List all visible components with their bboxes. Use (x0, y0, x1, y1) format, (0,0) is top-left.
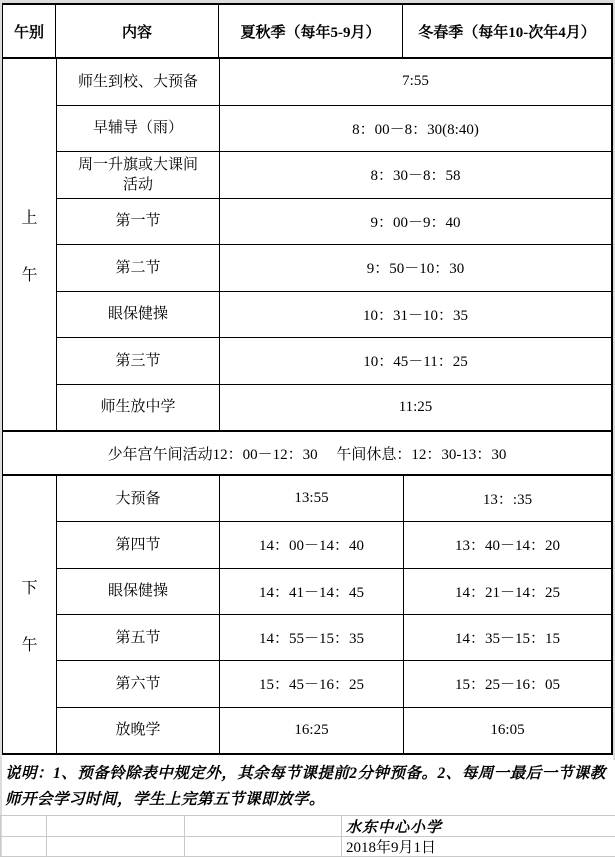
row-time: 10：31－10：35 (362, 307, 468, 324)
row-label-text: 第一节 (115, 213, 161, 230)
table-row (57, 522, 611, 568)
row-time: 11:25 (398, 398, 433, 415)
row-label (57, 292, 220, 338)
morning-rows (57, 59, 611, 430)
sign-date: 2018年9月1日 (346, 840, 437, 856)
morning-section (3, 59, 611, 430)
row-label (57, 199, 220, 245)
table-row (57, 106, 611, 153)
row-label-text: 放晚学 (115, 722, 161, 739)
table-row (57, 292, 611, 339)
row-label-text: 眼保健操 (107, 306, 168, 323)
header-content: 内容 (56, 5, 219, 57)
table-row (57, 245, 611, 292)
row-label-text: 眼保健操 (107, 583, 168, 600)
row-label (57, 476, 220, 521)
row-label (57, 338, 220, 384)
row-time-summer: 14：41－14：45 (220, 569, 404, 614)
row-time: 9：50－10：30 (366, 261, 465, 278)
table-row (57, 708, 611, 753)
row-time: 10：45－11：25 (363, 354, 468, 371)
period-char: 下 (21, 579, 38, 597)
row-label (57, 708, 220, 753)
footer-row (0, 815, 615, 837)
row-time-winter: 15：25－16：05 (454, 677, 560, 694)
footer-cell (185, 837, 342, 856)
row-time-summer: 14：55－15：35 (220, 615, 404, 660)
row-label-text: 大预备 (115, 490, 161, 507)
table-row (57, 59, 611, 106)
row-label (57, 106, 220, 152)
row-time-winter: 14：21－14：25 (454, 584, 560, 601)
row-time-winter: 16:05 (490, 721, 525, 738)
row-time-winter: 13：:35 (482, 492, 533, 509)
row-time-winter: 13：40－14：20 (454, 538, 560, 555)
row-label-text: 第三节 (115, 352, 161, 369)
row-time: 8：00－8：30(8:40) (352, 121, 479, 138)
footer-row (0, 837, 615, 857)
table-row (57, 569, 611, 615)
row-label-text: 师生放中学 (100, 399, 176, 416)
header-summer-season: 夏秋季（每年5-9月） (219, 5, 403, 57)
table-row (57, 476, 611, 522)
afternoon-period-cell (3, 476, 57, 753)
row-time: 7:55 (402, 73, 429, 90)
table-row (57, 615, 611, 661)
row-label (57, 569, 220, 614)
row-label-text: 第六节 (115, 675, 161, 692)
footer-cell (47, 816, 185, 836)
morning-period-cell (3, 59, 57, 430)
period-char: 上 (21, 209, 38, 227)
row-label-text: 师生到校、大预备 (77, 73, 198, 90)
row-label-text: 周一升旗或大课间活动 (77, 156, 198, 193)
row-label-text: 早辅导（雨） (92, 120, 183, 137)
row-time-summer: 14：00－14：40 (220, 522, 404, 567)
row-label-text: 第四节 (115, 536, 161, 553)
noon-activity-band: 少年宫午间活动12：00－12：30 午间休息：12：30-13：30 (3, 430, 611, 476)
row-label (57, 522, 220, 567)
row-time-summer: 15：45－16：25 (220, 661, 404, 706)
footer-grid (0, 815, 615, 857)
row-label (57, 152, 220, 198)
period-char: 午 (21, 266, 38, 284)
row-label-text: 第五节 (115, 629, 161, 646)
header-period: 午别 (3, 5, 56, 57)
row-time: 8：30－8：58 (370, 168, 461, 185)
school-name: 水东中心小学 (346, 819, 443, 836)
row-label (57, 661, 220, 706)
table-row (57, 152, 611, 199)
row-time: 9：00－9：40 (370, 214, 461, 231)
table-row (57, 661, 611, 707)
period-char: 午 (21, 636, 38, 654)
header-winter-season: 冬春季（每年10-次年4月） (418, 24, 596, 41)
footer-cell (0, 837, 47, 856)
row-time-summer: 13:55 (220, 476, 404, 521)
row-label (57, 245, 220, 291)
row-label (57, 59, 220, 105)
row-label (57, 615, 220, 660)
footer-cell (185, 816, 342, 836)
footnote: 说明：1、预备铃除表中规定外，其余每节课提前2分钟预备。2、每周一最后一节课教师开会学习时间，学生上完第五节课即放学。 (5, 765, 606, 808)
row-label (57, 385, 220, 431)
table-row (57, 385, 611, 431)
row-time-summer: 16:25 (220, 708, 404, 753)
schedule-table (2, 3, 613, 755)
row-label-text: 第二节 (115, 259, 161, 276)
footer-cell (0, 816, 47, 836)
footer-cell (47, 837, 185, 856)
row-time-winter: 14：35－15：15 (454, 631, 560, 648)
table-row (57, 199, 611, 246)
afternoon-rows (57, 476, 611, 753)
table-row (57, 338, 611, 385)
table-header-row (3, 5, 611, 59)
afternoon-section (3, 476, 611, 753)
